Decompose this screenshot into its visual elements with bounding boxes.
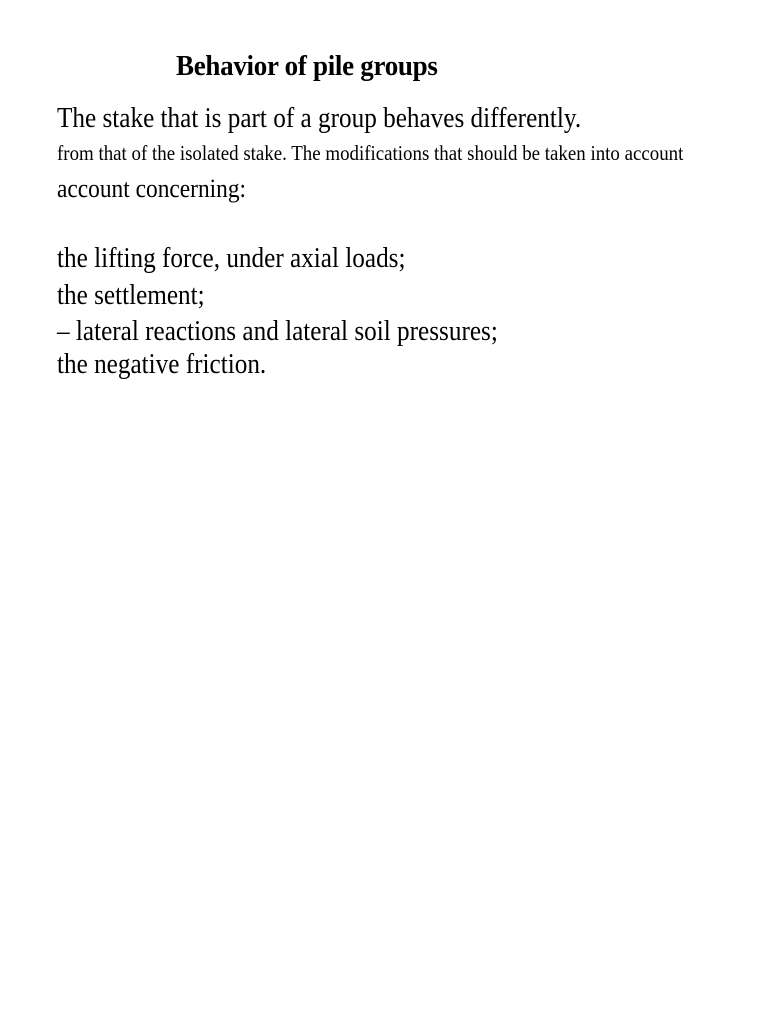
list-item-lateral-reactions: – lateral reactions and lateral soil pressures; [57, 316, 498, 347]
page-title: Behavior of pile groups [176, 50, 438, 82]
paragraph-line-2: from that of the isolated stake. The modifications that should be taken into account [57, 141, 684, 165]
paragraph-line-1: The stake that is part of a group behaves differently. [57, 103, 582, 134]
list-item-lifting-force: the lifting force, under axial loads; [57, 243, 406, 274]
list-item-settlement: the settlement; [57, 280, 205, 311]
list-item-negative-friction: the negative friction. [57, 349, 267, 380]
paragraph-line-3: account concerning: [57, 174, 247, 203]
